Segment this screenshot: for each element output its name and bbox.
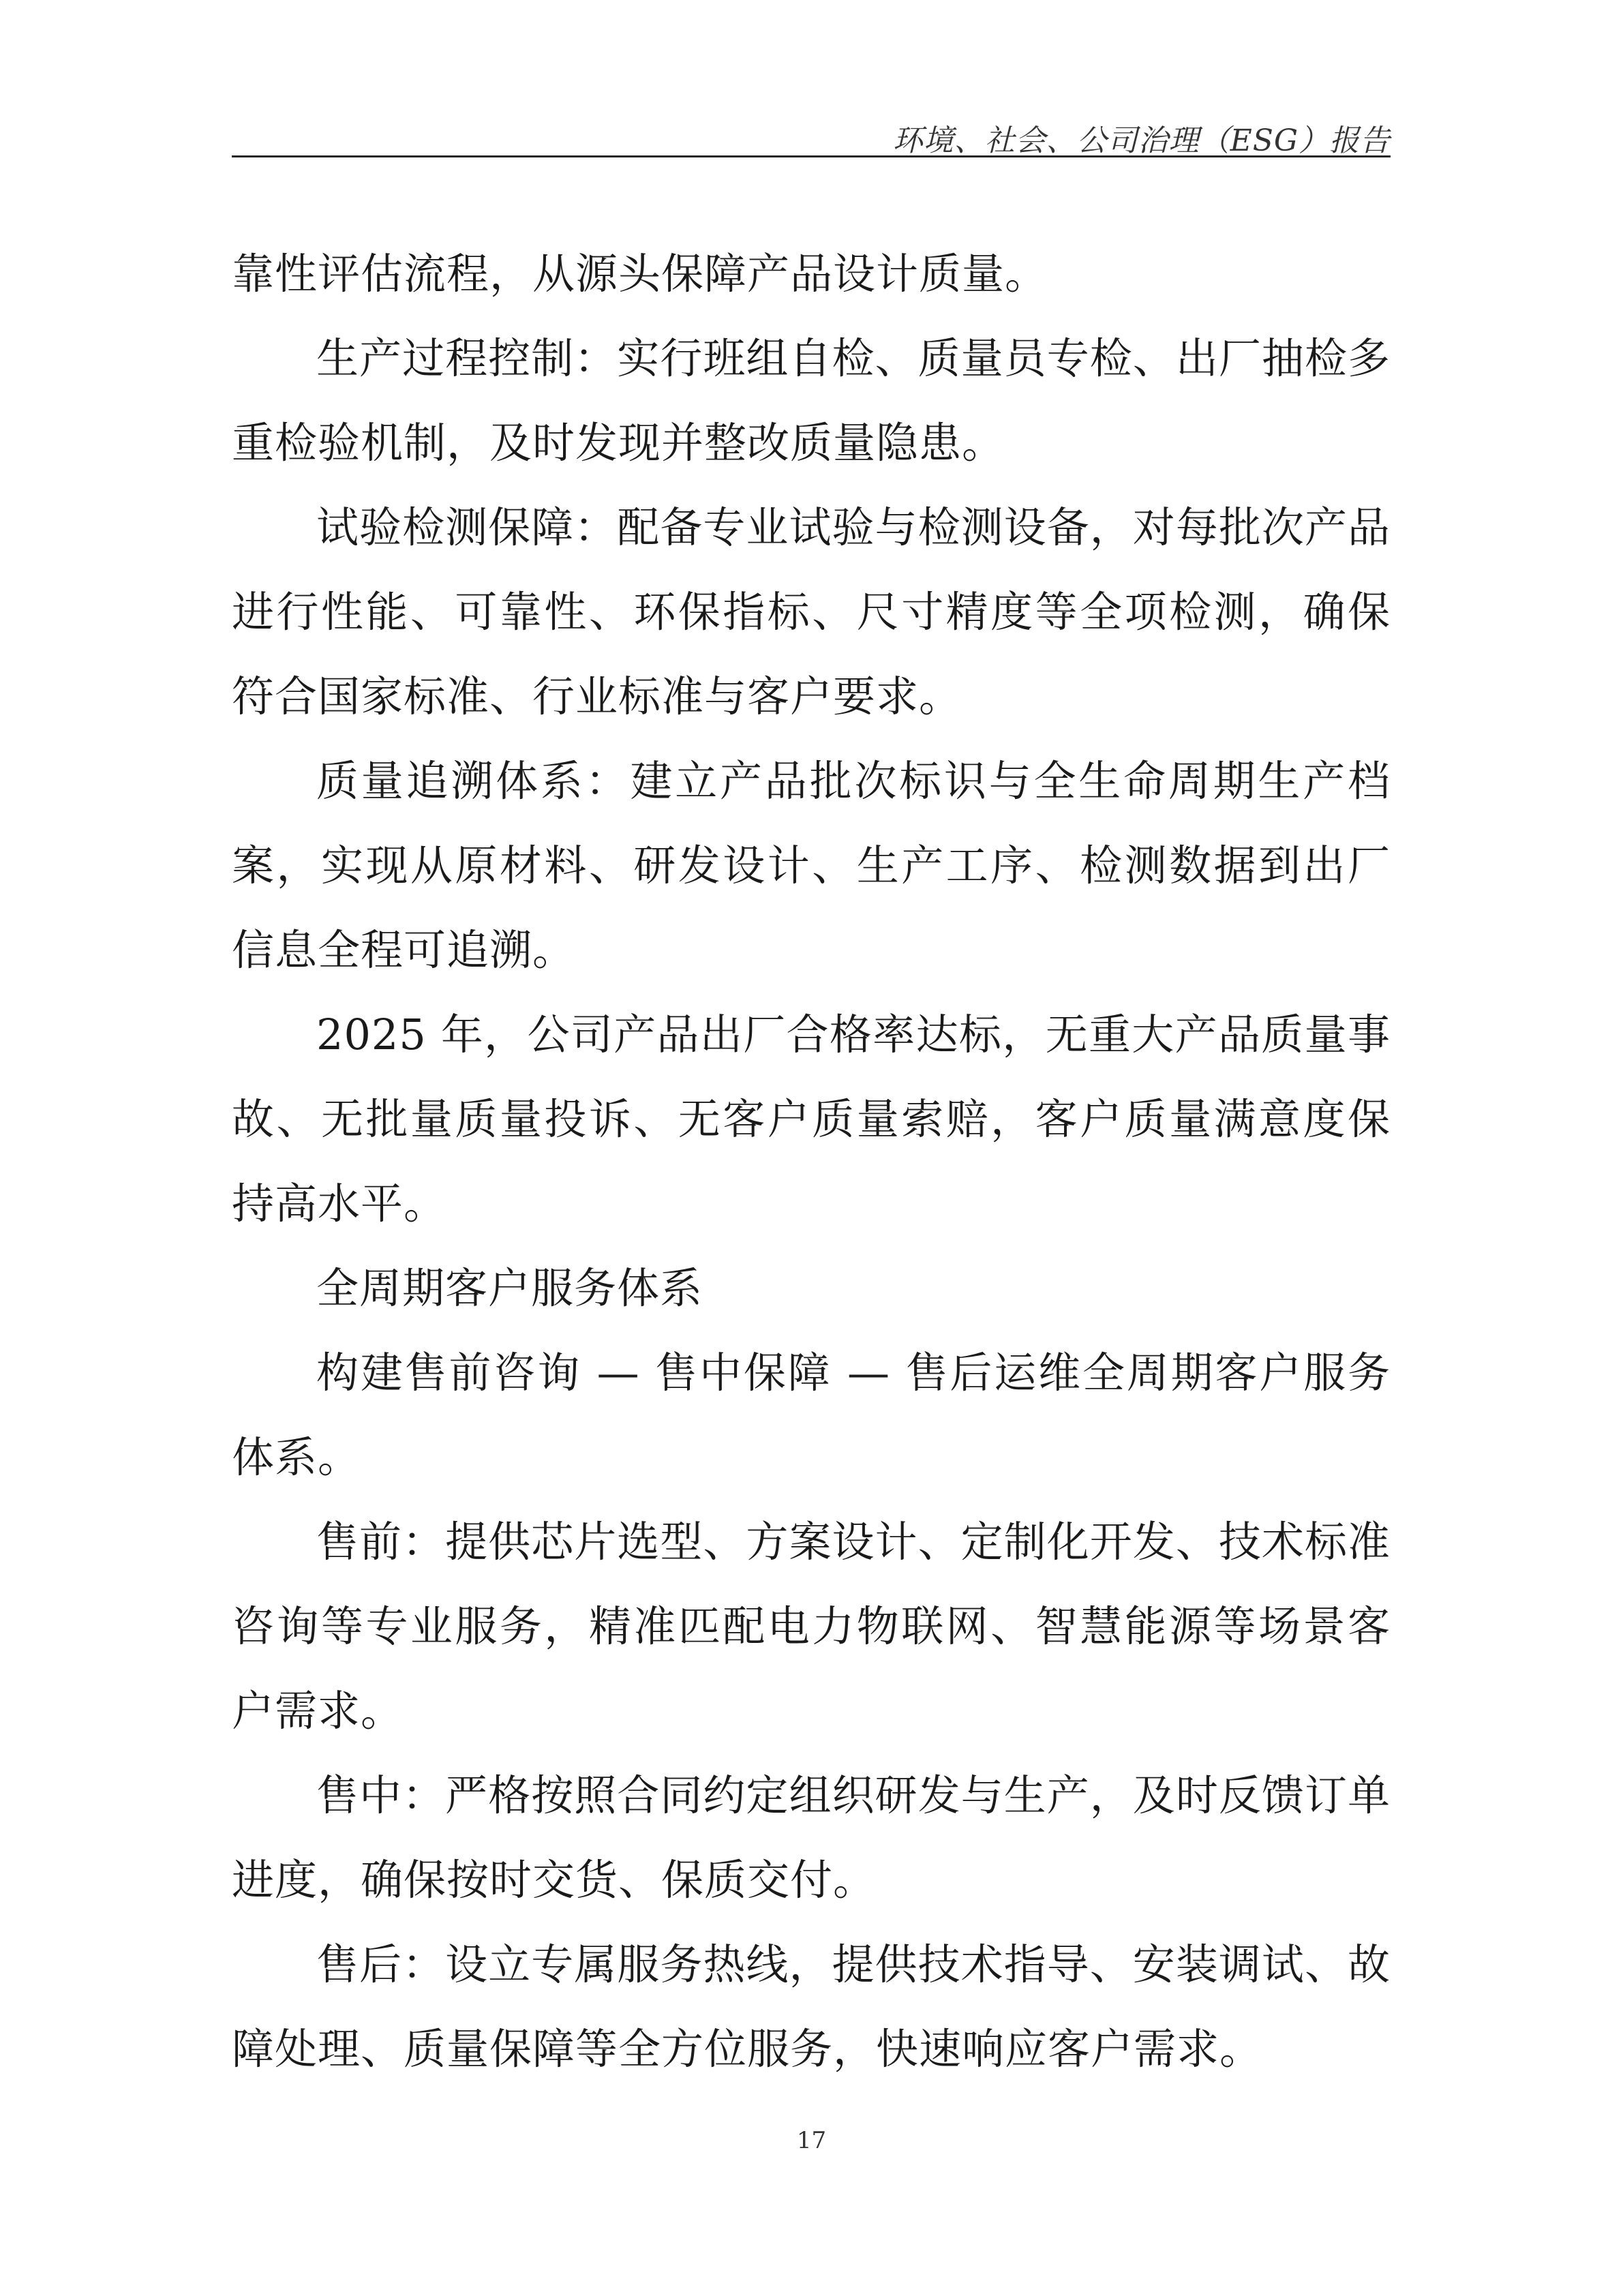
paragraph-in-sales: 售中：严格按照合同约定组织研发与生产，及时反馈订单进度，确保按时交货、保质交付。 bbox=[232, 1770, 1391, 1905]
paragraph-testing: 试验检测保障：配备专业试验与检测设备，对每批次产品进行性能、可靠性、环保指标、尺寸精度等全项检测，确保符合国家标准、行业标准与客户要求。 bbox=[232, 502, 1391, 721]
page-number: 17 bbox=[796, 2127, 827, 2154]
paragraph-2025-results: 2025 年，公司产品出厂合格率达标，无重大产品质量事故、无批量质量投诉、无客户质量索赔，客户质量满意度保持高水平。 bbox=[232, 1010, 1391, 1228]
paragraph-traceability: 质量追溯体系：建立产品批次标识与全生命周期生产档案，实现从原材料、研发设计、生产工序、检测数据到出厂信息全程可追溯。 bbox=[232, 756, 1391, 975]
paragraph-after-sales: 售后：设立专属服务热线，提供技术指导、安装调试、故障处理、质量保障等全方位服务，快速响应客户需求。 bbox=[232, 1939, 1391, 2074]
paragraph-pre-sales: 售前：提供芯片选型、方案设计、定制化开发、技术标准咨询等专业服务，精准匹配电力物联网、智慧能源等场景客户需求。 bbox=[232, 1517, 1391, 1736]
header-title: 环境、社会、公司治理（ESG）报告 bbox=[892, 123, 1391, 158]
document-body bbox=[232, 232, 1391, 2091]
paragraph-design-quality-continuation: 靠性评估流程，从源头保障产品设计质量。 bbox=[232, 249, 1048, 299]
page-header bbox=[232, 116, 1391, 157]
paragraph-service-system: 构建售前咨询 — 售中保障 — 售后运维全周期客户服务体系。 bbox=[232, 1348, 1391, 1482]
paragraph-production-control: 生产过程控制：实行班组自检、质量员专检、出厂抽检多重检验机制，及时发现并整改质量隐患。 bbox=[232, 333, 1391, 468]
section-heading-customer-service: 全周期客户服务体系 bbox=[316, 1263, 703, 1313]
